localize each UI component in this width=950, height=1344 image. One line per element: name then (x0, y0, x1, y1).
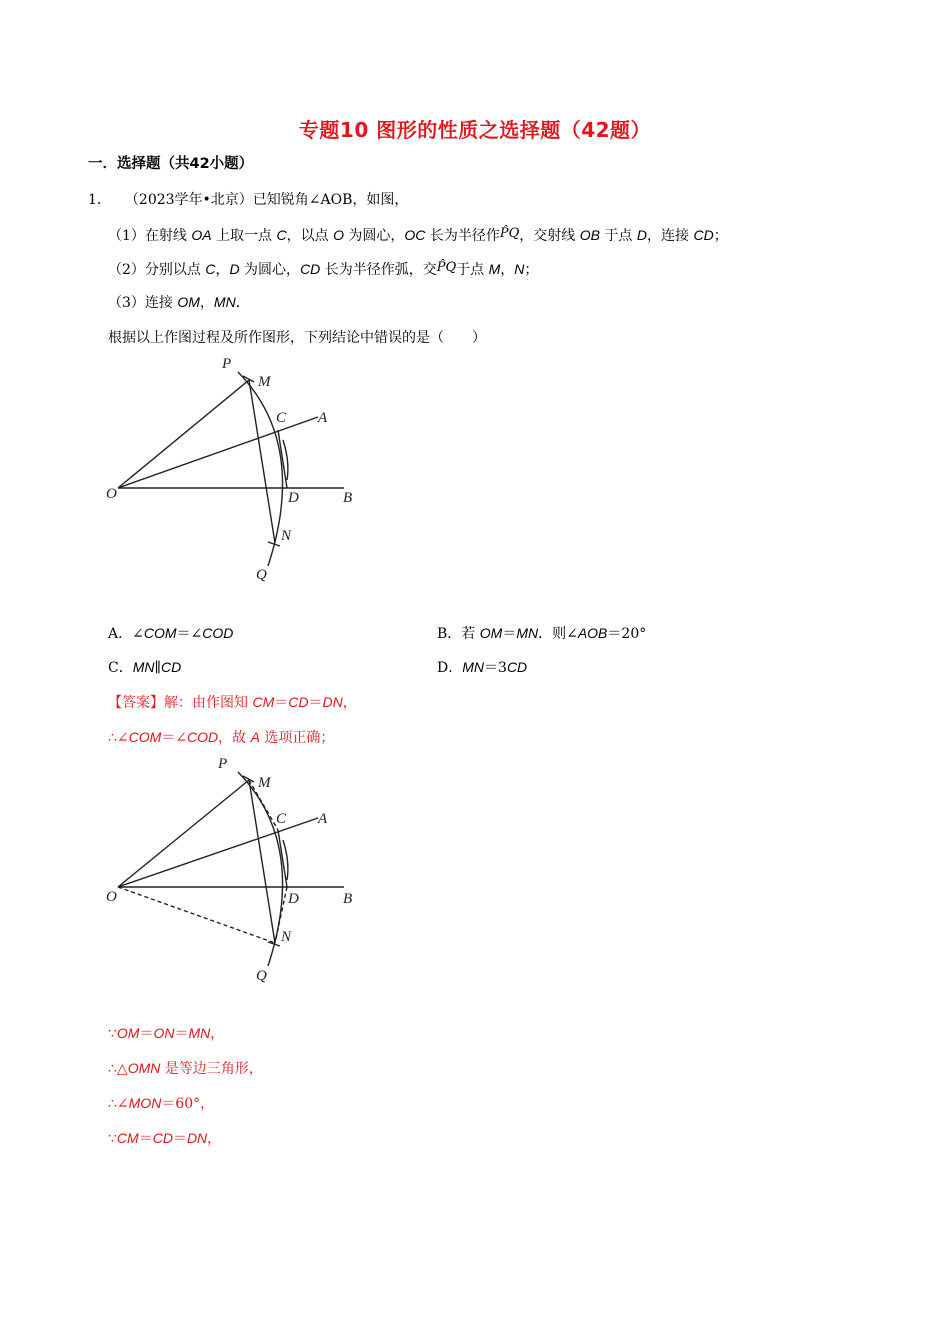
option-a[interactable]: A．∠COM＝∠COD (108, 625, 234, 642)
label-c: C (276, 410, 287, 426)
step-1: （1）在射线 OA 上取一点 C，以点 O 为圆心，OC 长为半径作P̂Q，交射线 OB 于点 D，连接 CD； (108, 226, 728, 244)
page-title: 专题10 图形的性质之选择题（42题） (298, 118, 652, 142)
label-a: A (318, 811, 328, 827)
label-b: B (343, 490, 353, 506)
label-d: D (288, 490, 299, 506)
label-p: P (218, 756, 228, 772)
step-3: （3）连接 OM，MN． (108, 294, 250, 311)
label-b: B (343, 891, 353, 907)
arc-pq: P̂Q (499, 226, 520, 241)
answer-line-1: 【答案】解：由作图知 CM＝CD＝DN， (108, 694, 357, 711)
answer-line-6: ∵CM＝CD＝DN， (108, 1130, 222, 1147)
answer-line-3: ∵OM＝ON＝MN， (108, 1025, 225, 1042)
label-o: O (106, 486, 117, 502)
option-b[interactable]: B．若 OM＝MN．则∠AOB＝20° (437, 625, 647, 642)
arc-pq-curve (238, 372, 283, 566)
option-d[interactable]: D．MN＝3CD (437, 659, 528, 676)
label-m: M (258, 374, 271, 390)
arc-pq: P̂Q (436, 260, 457, 275)
question-text: （2023学年•北京）已知锐角∠AOB，如图， (124, 192, 409, 208)
label-n: N (281, 929, 292, 945)
section-heading: 一．选择题（共42小题） (88, 156, 254, 172)
question-prompt: 根据以上作图过程及所作图形，下列结论中错误的是（ ） (108, 330, 486, 346)
label-c: C (276, 811, 287, 827)
label-n: N (281, 528, 292, 544)
segment-om (118, 380, 249, 488)
label-o: O (106, 889, 117, 905)
label-d: D (288, 891, 299, 907)
answer-line-2: ∴∠COM＝∠COD，故 A 选项正确； (108, 729, 335, 746)
step-2: （2）分别以点 C，D 为圆心，CD 长为半径作弧，交P̂Q于点 M，N； (108, 260, 539, 278)
label-q: Q (256, 968, 267, 984)
label-a: A (318, 410, 328, 426)
segment-on-dashed (118, 887, 275, 943)
segment-om (118, 780, 249, 887)
label-q: Q (256, 567, 267, 583)
option-c[interactable]: C．MN∥CD (108, 659, 182, 676)
geometry-figure-2 (100, 752, 370, 992)
geometry-figure-1 (100, 350, 370, 590)
answer-line-4: ∴△OMN 是等边三角形， (108, 1060, 263, 1077)
label-m: M (258, 775, 271, 791)
answer-tag: 【答案】 (108, 695, 164, 711)
question-number: 1． (88, 192, 111, 208)
question-stem (88, 189, 408, 209)
answer-line-5: ∴∠MON＝60°， (108, 1095, 215, 1112)
label-p: P (222, 356, 232, 372)
